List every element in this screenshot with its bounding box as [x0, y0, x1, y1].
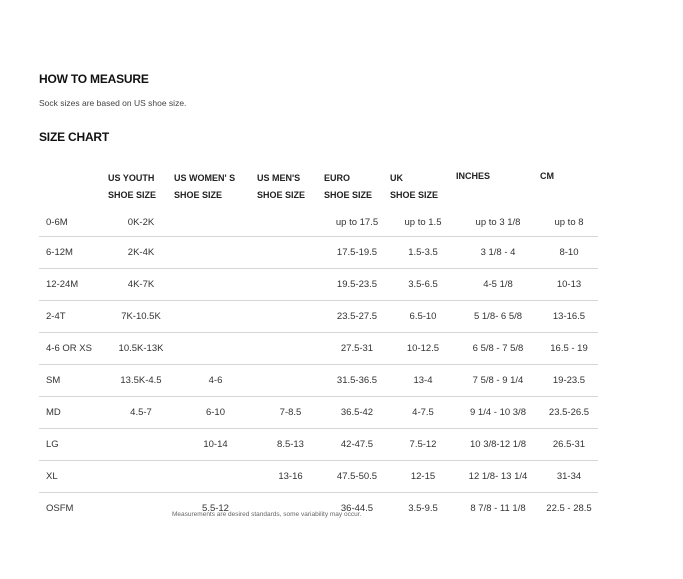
- cell-size: OSFM: [46, 503, 74, 514]
- cell-uk: up to 1.5: [390, 208, 456, 237]
- cell-us-mens: [257, 365, 324, 397]
- cell-us-womens: 10-14: [174, 429, 257, 461]
- cell-us-womens: 4-6: [174, 365, 257, 397]
- cell-euro: 36.5-42: [324, 397, 390, 429]
- cell-euro: 47.5-50.5: [324, 461, 390, 493]
- cell-uk: 13-4: [390, 365, 456, 397]
- cell-us-mens: [257, 493, 324, 525]
- cell-us-womens: [174, 237, 257, 269]
- cell-uk: 1.5-3.5: [390, 237, 456, 269]
- cell-us-youth: 13.5K-4.5: [108, 365, 174, 397]
- cell-inches: 7 5/8 - 9 1/4: [456, 365, 540, 397]
- cell-size: XL: [39, 461, 108, 493]
- cell-euro: 17.5-19.5: [324, 237, 390, 269]
- cell-uk: 3.5-6.5: [390, 269, 456, 301]
- cell-euro: 42-47.5: [324, 429, 390, 461]
- cell-us-womens: 6-10: [174, 397, 257, 429]
- cell-uk: 3.5-9.5: [408, 503, 438, 514]
- col-header-inches: INCHES: [456, 171, 491, 181]
- cell-cm: 26.5-31: [540, 429, 598, 461]
- col-header-euro: EURO SHOE SIZE: [324, 173, 373, 200]
- how-to-measure-heading: HOW TO MEASURE: [39, 72, 149, 86]
- cell-us-mens: 8.5-13: [257, 429, 324, 461]
- cell-euro: 36-44.5: [340, 503, 374, 514]
- cell-euro: 23.5-27.5: [324, 301, 390, 333]
- table-row: [39, 208, 598, 237]
- cell-us-mens: [257, 237, 324, 269]
- cell-us-youth: 10.5K-13K: [108, 333, 174, 365]
- cell-inches: up to 3 1/8: [456, 208, 540, 237]
- cell-us-mens: 7-8.5: [257, 397, 324, 429]
- cell-size: 6-12M: [39, 237, 108, 269]
- cell-us-youth: [108, 429, 174, 461]
- cell-inches: 8 7/8 - 11 1/8: [470, 503, 526, 514]
- cell-cm: 22.5 - 28.5: [546, 503, 592, 514]
- table-row: [39, 365, 598, 397]
- cell-us-youth: 4.5-7: [108, 397, 174, 429]
- cell-cm: 19-23.5: [540, 365, 598, 397]
- cell-size: 12-24M: [39, 269, 108, 301]
- cell-us-mens: [257, 301, 324, 333]
- cell-us-womens: [174, 333, 257, 365]
- col-header-us-womens: US WOMEN' S SHOE SIZE: [174, 173, 236, 200]
- measure-section: [39, 72, 599, 144]
- cell-cm: up to 8: [540, 208, 598, 237]
- cell-us-youth: 4K-7K: [108, 269, 174, 301]
- col-header-uk: UK SHOE SIZE: [390, 173, 439, 200]
- cell-inches: 10 3/8-12 1/8: [456, 429, 540, 461]
- table-row: [39, 333, 598, 365]
- cell-cm: 13-16.5: [540, 301, 598, 333]
- table-row: [39, 493, 598, 525]
- size-chart-heading: SIZE CHART: [39, 130, 110, 144]
- measure-note: Sock sizes are based on US shoe size.: [39, 98, 187, 108]
- table-row: [39, 397, 598, 429]
- cell-size: 2-4T: [39, 301, 108, 333]
- cell-euro: 31.5-36.5: [324, 365, 390, 397]
- cell-us-mens: 13-16: [257, 461, 324, 493]
- cell-inches: 4-5 1/8: [456, 269, 540, 301]
- cell-cm: 23.5-26.5: [540, 397, 598, 429]
- cell-size: 4-6 OR XS: [39, 333, 108, 365]
- cell-euro: up to 17.5: [324, 208, 390, 237]
- cell-us-mens: [257, 269, 324, 301]
- cell-size: 0-6M: [39, 208, 108, 237]
- cell-us-womens: [174, 461, 257, 493]
- cell-us-youth: [108, 493, 174, 525]
- cell-us-mens: [257, 208, 324, 237]
- footnote: Measurements are desired standards, some variability may occur.: [172, 511, 362, 518]
- cell-uk: 4-7.5: [390, 397, 456, 429]
- cell-inches: 12 1/8- 13 1/4: [456, 461, 540, 493]
- table-row: [39, 269, 598, 301]
- cell-us-womens: [174, 269, 257, 301]
- cell-size: LG: [39, 429, 108, 461]
- cell-us-mens: [257, 333, 324, 365]
- cell-size: MD: [39, 397, 108, 429]
- cell-cm: 31-34: [540, 461, 598, 493]
- cell-inches: 3 1/8 - 4: [456, 237, 540, 269]
- cell-cm: 8-10: [540, 237, 598, 269]
- cell-cm: 16.5 - 19: [540, 333, 598, 365]
- col-header-size: [39, 166, 108, 208]
- cell-uk: 12-15: [390, 461, 456, 493]
- cell-uk: 6.5-10: [390, 301, 456, 333]
- cell-us-womens: [174, 208, 257, 237]
- cell-us-youth: [108, 461, 174, 493]
- cell-size: SM: [39, 365, 108, 397]
- cell-inches: 9 1/4 - 10 3/8: [456, 397, 540, 429]
- size-chart-table: [39, 166, 598, 524]
- table-row: [39, 461, 598, 493]
- header-row: [39, 166, 598, 208]
- table-row: [39, 237, 598, 269]
- cell-us-youth: 7K-10.5K: [108, 301, 174, 333]
- cell-euro: 27.5-31: [324, 333, 390, 365]
- cell-us-youth: 2K-4K: [108, 237, 174, 269]
- cell-us-womens: 5.5-12: [202, 503, 229, 514]
- cell-us-youth: 0K-2K: [108, 208, 174, 237]
- col-header-cm: CM: [540, 171, 554, 181]
- cell-cm: 10-13: [540, 269, 598, 301]
- table-row: [39, 301, 598, 333]
- cell-euro: 19.5-23.5: [324, 269, 390, 301]
- table-row: [39, 429, 598, 461]
- cell-inches: 6 5/8 - 7 5/8: [456, 333, 540, 365]
- cell-us-womens: [174, 301, 257, 333]
- cell-uk: 7.5-12: [390, 429, 456, 461]
- cell-uk: 10-12.5: [390, 333, 456, 365]
- col-header-us-youth: US YOUTH SHOE SIZE: [108, 173, 157, 200]
- col-header-us-mens: US MEN'S SHOE SIZE: [257, 173, 306, 200]
- cell-inches: 5 1/8- 6 5/8: [456, 301, 540, 333]
